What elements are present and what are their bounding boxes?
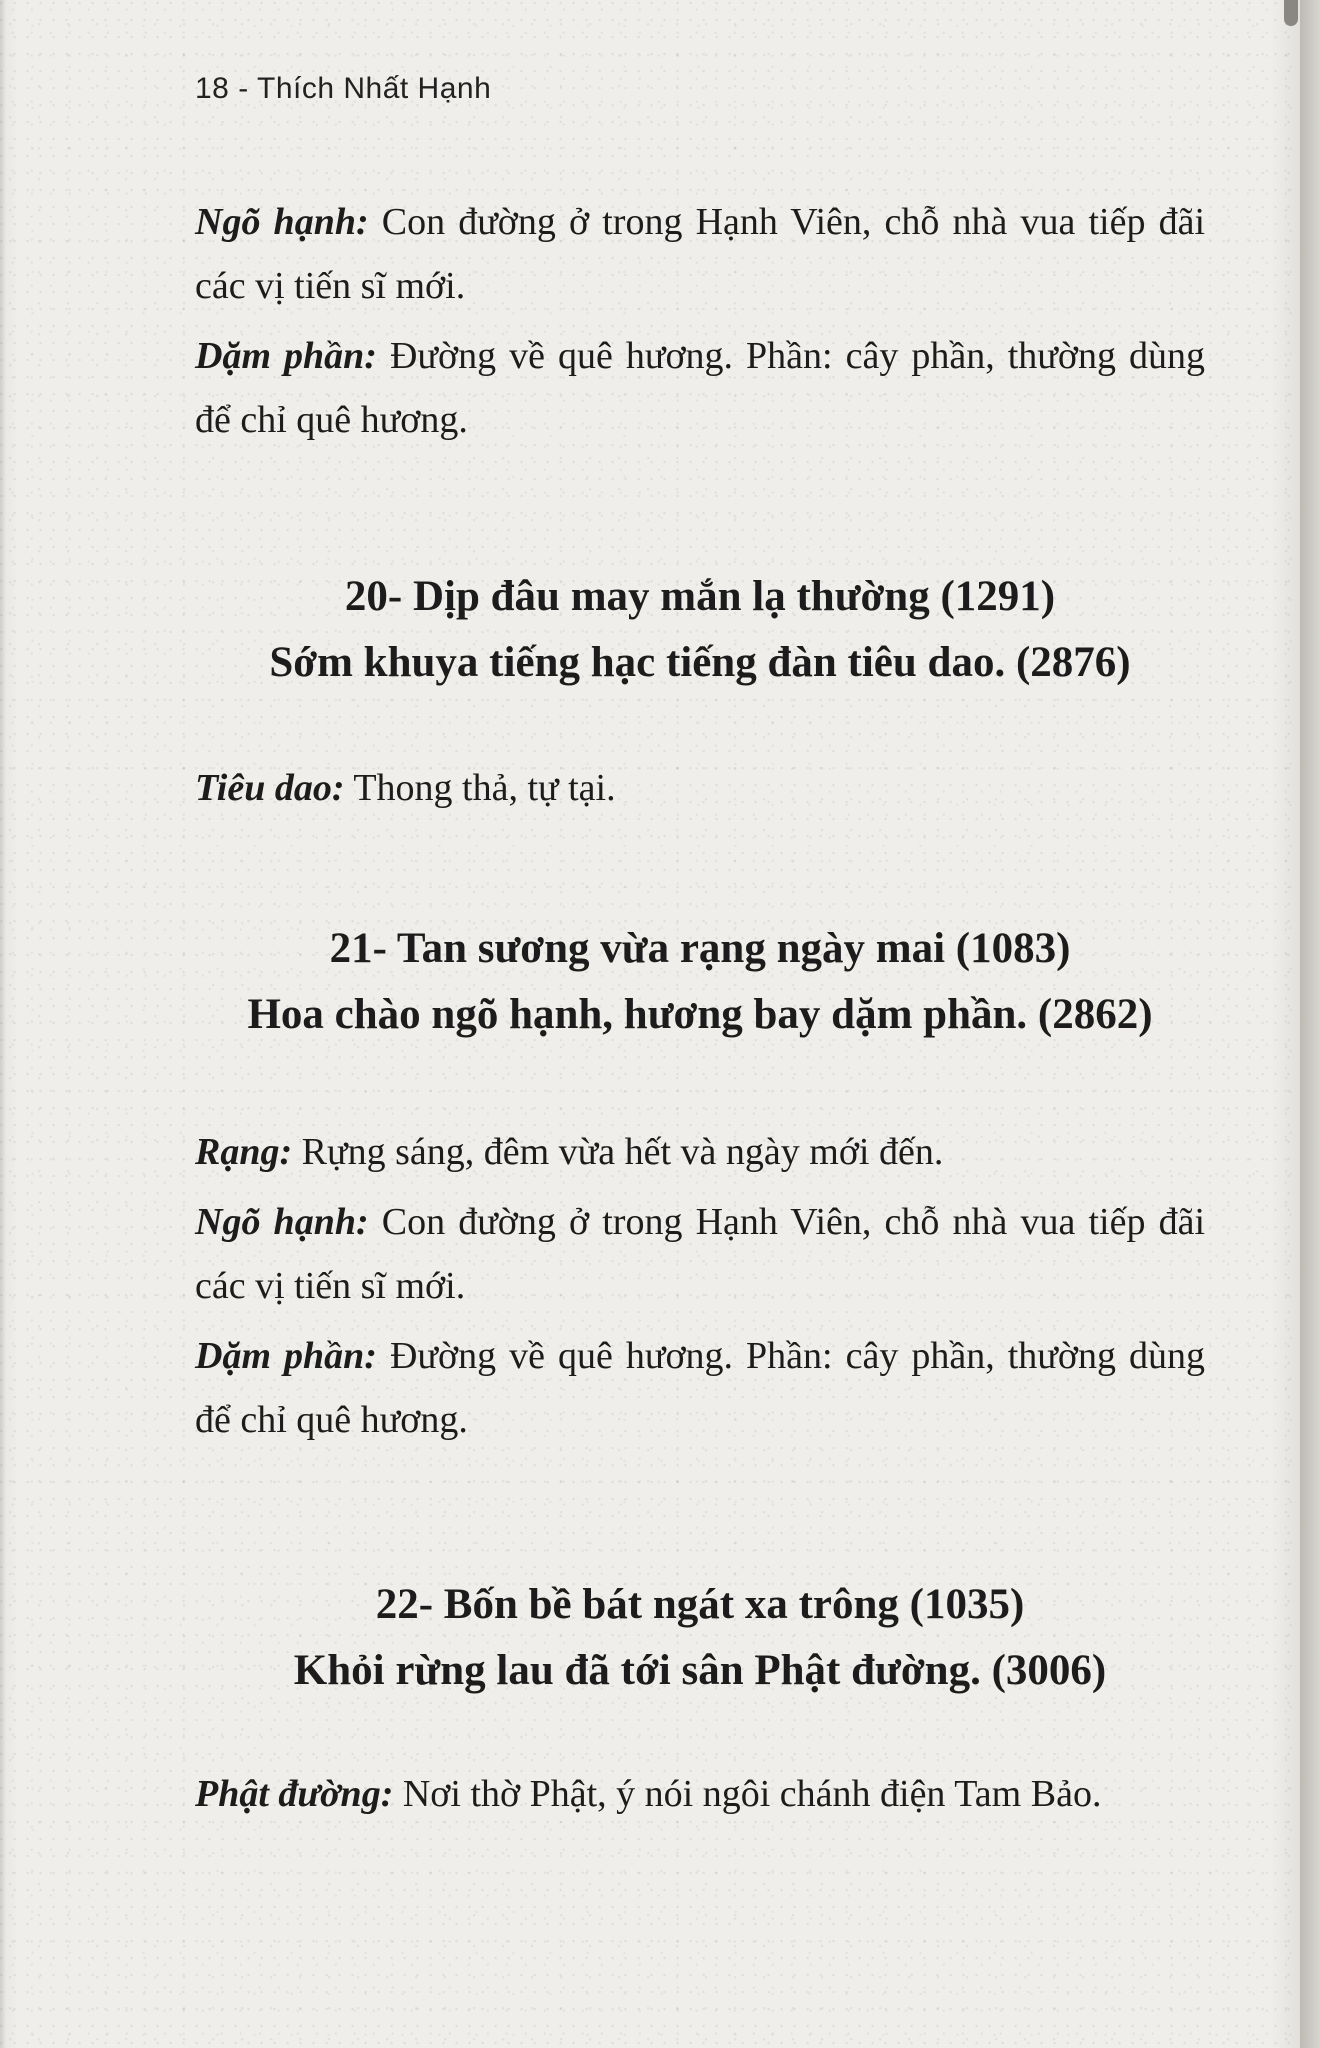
note-ngo-hanh [195,190,1205,318]
note-definition: Con đường ở trong Hạnh Viên, chỗ nhà vua tiếp đãi các vị tiến sĩ mới. [195,201,1205,307]
note-definition: Đường về quê hương. Phần: cây phần, thường dùng để chỉ quê hương. [195,1335,1205,1441]
verse-22 [195,1572,1205,1704]
note-term: Dặm phần: [195,1335,377,1377]
note-ngo-hanh [195,1190,1205,1318]
note-dam-phan [195,324,1205,452]
running-header: 18 - Thích Nhất Hạnh [195,72,492,105]
note-definition: Nơi thờ Phật, ý nói ngôi chánh điện Tam Bảo. [393,1773,1102,1815]
verse-line: 20- Dịp đâu may mắn lạ thường (1291) [344,573,1056,620]
verse-line: Sớm khuya tiếng hạc tiếng đàn tiêu dao. (2876) [269,639,1131,686]
verse-20 [195,564,1205,696]
page-edge [1300,0,1320,2048]
page-corner-mark [1284,0,1298,26]
note-definition: Thong thả, tự tại. [344,767,616,809]
note-term: Phật đường: [195,1773,394,1815]
note-term: Rạng: [195,1131,293,1173]
note-tieu-dao [195,756,1205,820]
note-dam-phan [195,1324,1205,1452]
note-term: Ngõ hạnh: [195,1201,369,1243]
note-rang [195,1120,1205,1184]
verse-line: Hoa chào ngõ hạnh, hương bay dặm phần. (2862) [247,991,1153,1038]
verse-line: Khỏi rừng lau đã tới sân Phật đường. (3006) [293,1647,1107,1694]
note-definition: Rựng sáng, đêm vừa hết và ngày mới đến. [292,1131,944,1173]
note-phat-duong [195,1762,1205,1826]
verse-line: 22- Bốn bề bát ngát xa trông (1035) [375,1581,1025,1628]
verse-line: 21- Tan sương vừa rạng ngày mai (1083) [329,925,1071,972]
note-term: Tiêu dao: [195,767,345,809]
verse-21 [195,916,1205,1048]
note-term: Dặm phần: [195,335,377,377]
page-gutter-shadow [0,0,6,2048]
page-content [195,190,1205,1832]
note-definition: Đường về quê hương. Phần: cây phần, thường dùng để chỉ quê hương. [195,335,1205,441]
note-term: Ngõ hạnh: [195,201,369,243]
note-definition: Con đường ở trong Hạnh Viên, chỗ nhà vua tiếp đãi các vị tiến sĩ mới. [195,1201,1205,1307]
